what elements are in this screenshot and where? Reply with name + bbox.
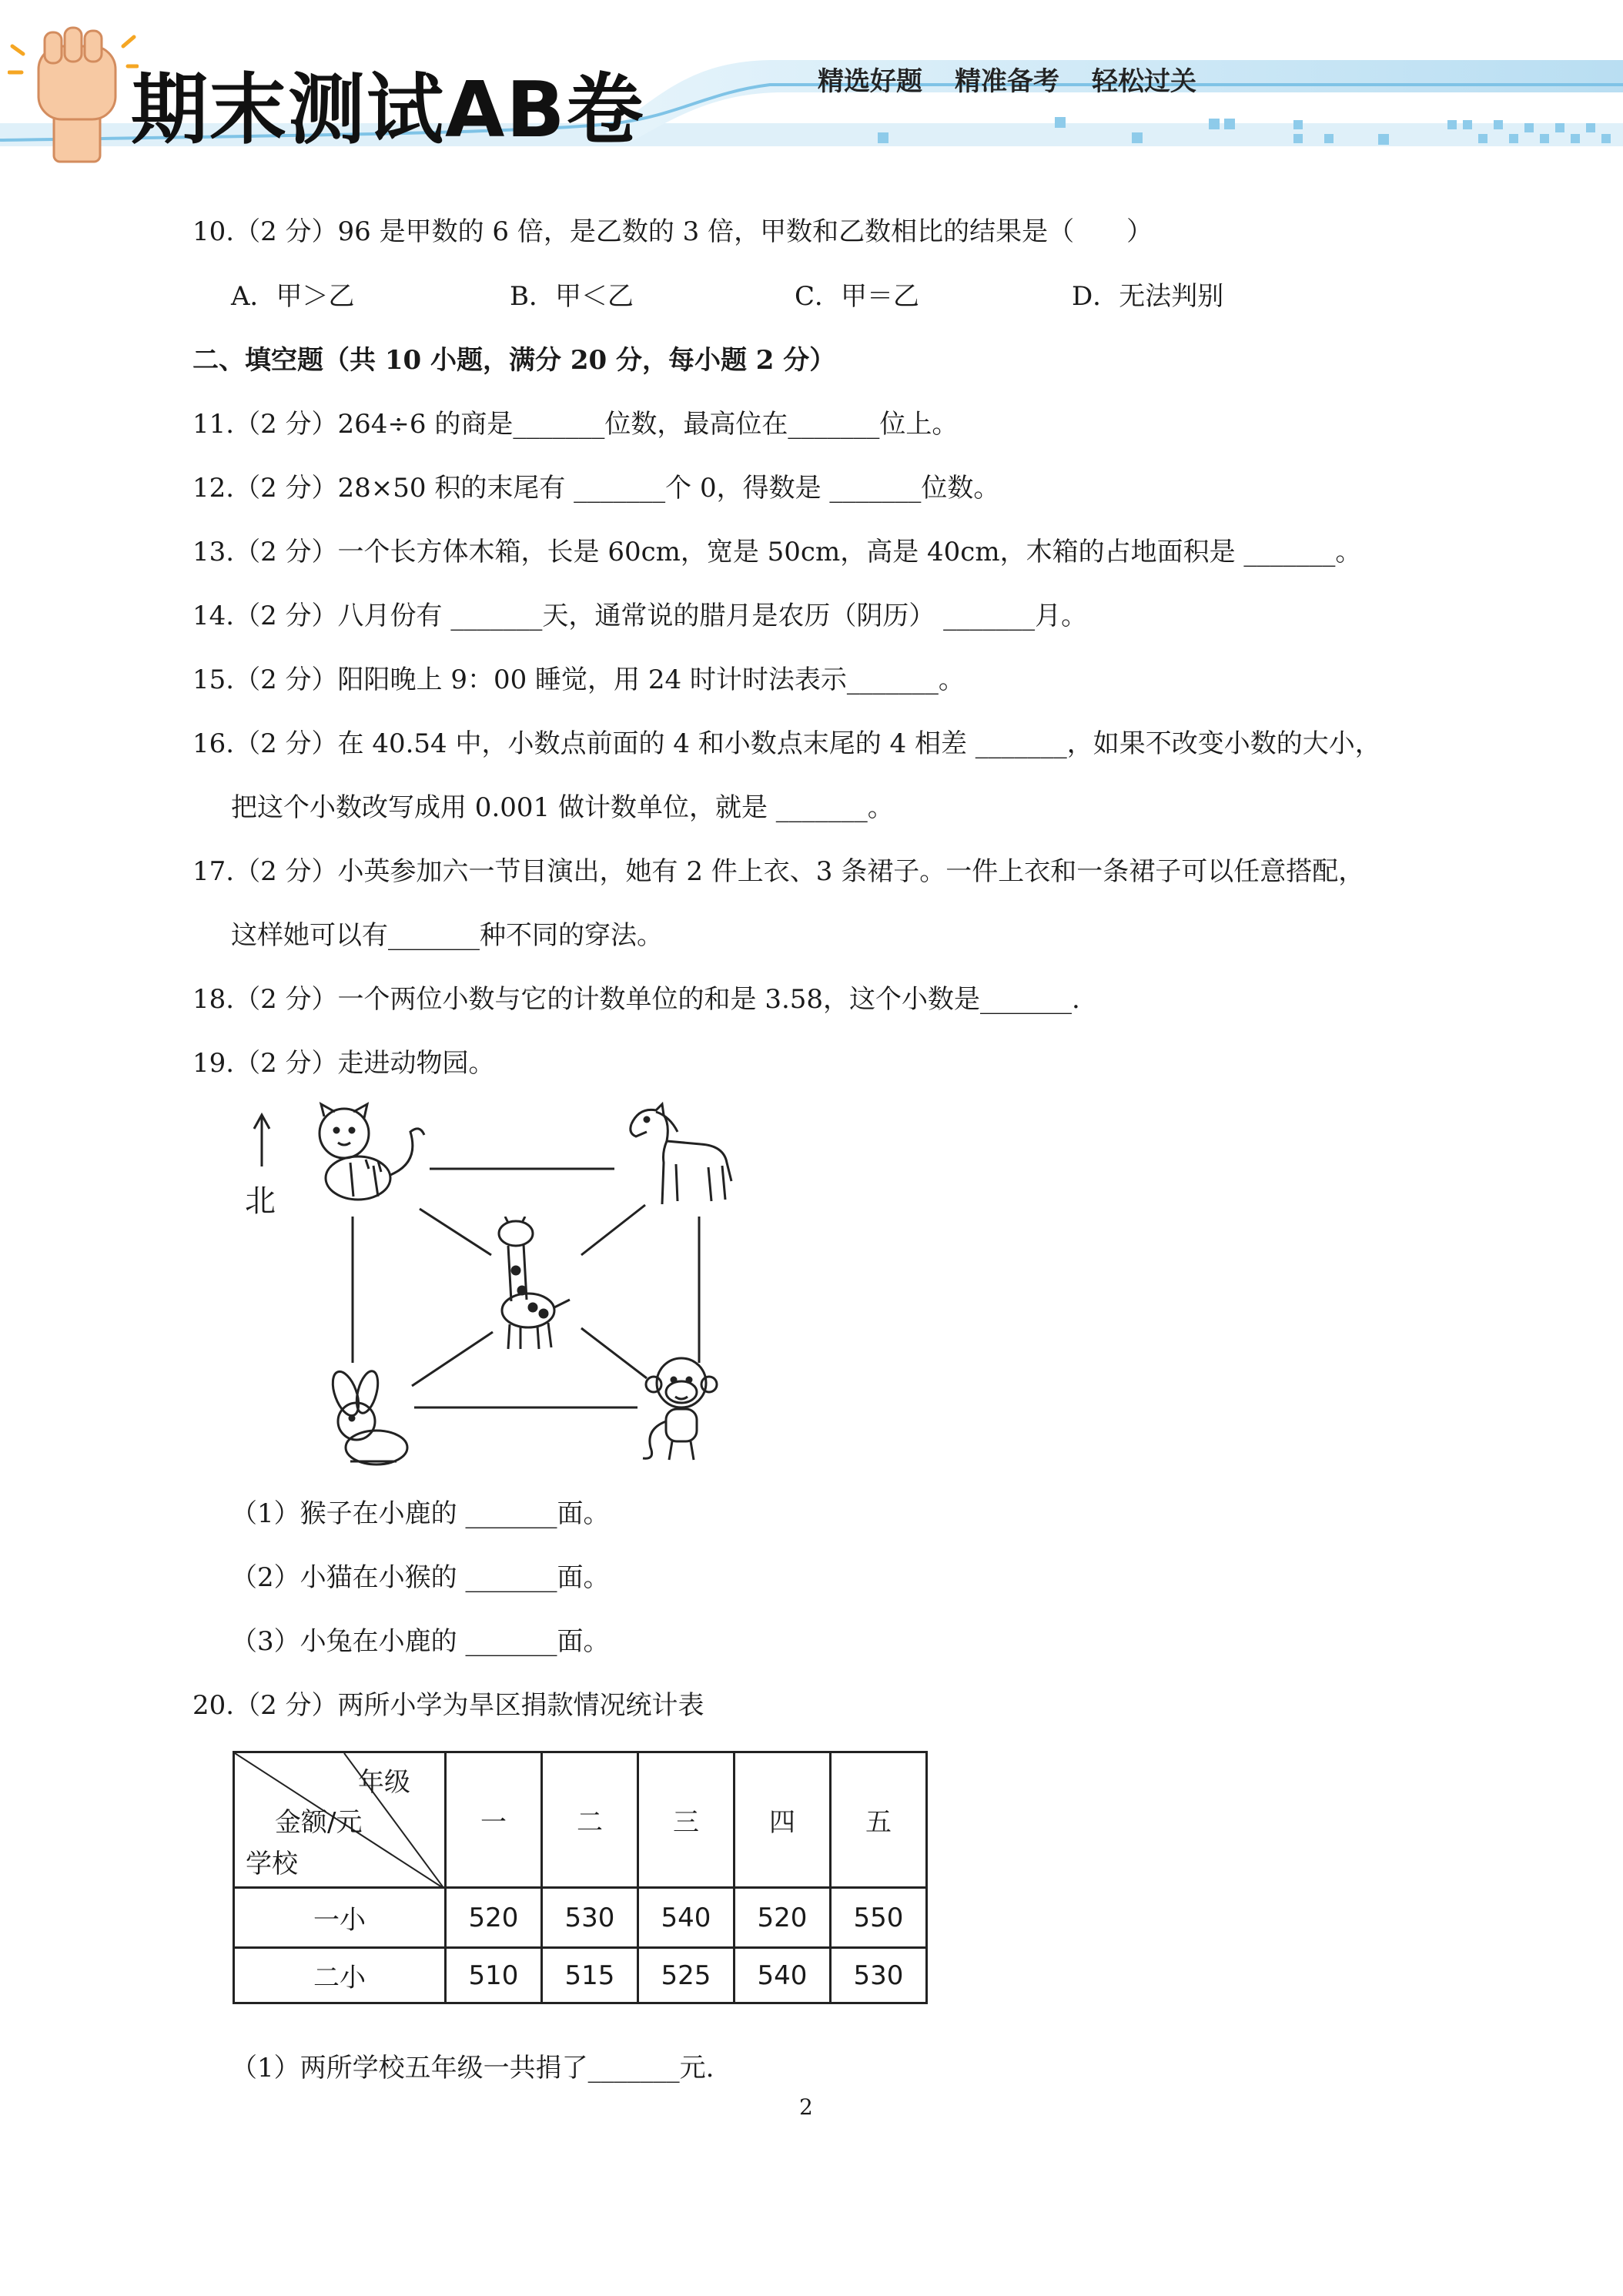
table-cell: 550 <box>831 1888 927 1948</box>
question-15: 15.（2 分）阳阳晚上 9：00 睡觉，用 24 时计时法表示_______。 <box>192 664 965 695</box>
option-d: D．无法判别 <box>1072 281 1224 312</box>
question-19-sub-1: （1）猴子在小鹿的 _______面。 <box>231 1498 610 1529</box>
fist-icon <box>8 23 139 185</box>
table-cell: 520 <box>735 1888 831 1948</box>
question-17-line-1: 17.（2 分）小英参加六一节目演出，她有 2 件上衣、3 条裙子。一件上衣和一条裙子可以任意搭配， <box>192 856 1365 887</box>
corner-label-grade: 年级 <box>358 1767 410 1798</box>
question-16-line-2: 把这个小数改写成用 0.001 做计数单位，就是 _______。 <box>231 792 894 823</box>
header-banner <box>0 0 1623 162</box>
page-number: 2 <box>799 2094 813 2120</box>
option-b: B．甲＜乙 <box>510 281 634 312</box>
table-cell: 520 <box>446 1888 542 1948</box>
header-slogan-1: 精选好题 <box>818 66 922 97</box>
table-cell: 530 <box>542 1888 638 1948</box>
donation-table <box>233 1751 928 2004</box>
table-row-label: 一小 <box>234 1888 446 1948</box>
table-row-label: 二小 <box>234 1948 446 2003</box>
table-cell: 525 <box>638 1948 735 2003</box>
question-19-sub-2: （2）小猫在小猴的 _______面。 <box>231 1562 610 1593</box>
zoo-map <box>231 1101 755 1471</box>
table-header-row <box>234 1752 927 1888</box>
table-cell: 510 <box>446 1948 542 2003</box>
north-label: 北 <box>245 1183 276 1219</box>
option-c: C．甲＝乙 <box>795 281 920 312</box>
question-20-stem: 20.（2 分）两所小学为旱区捐款情况统计表 <box>192 1690 704 1721</box>
table-row <box>234 1948 927 2003</box>
table-cell: 540 <box>638 1888 735 1948</box>
table-corner-cell <box>234 1752 446 1888</box>
question-18: 18.（2 分）一个两位小数与它的计数单位的和是 3.58，这个小数是_______. <box>192 984 1080 1015</box>
header-slogan-2: 精准备考 <box>955 66 1059 97</box>
question-19-stem: 19.（2 分）走进动物园。 <box>192 1048 495 1079</box>
corner-label-amount: 金额/元 <box>275 1807 363 1838</box>
option-a: A．甲＞乙 <box>231 281 355 312</box>
table-header-cell: 五 <box>831 1752 927 1888</box>
giraffe-icon <box>477 1217 577 1355</box>
monkey-icon <box>635 1352 735 1468</box>
question-16-line-1: 16.（2 分）在 40.54 中，小数点前面的 4 和小数点末尾的 4 相差 _______，如果不改变小数的大小， <box>192 728 1381 759</box>
cat-icon <box>304 1101 435 1209</box>
question-10-stem: 10.（2 分）96 是甲数的 6 倍，是乙数的 3 倍，甲数和乙数相比的结果是（ ） <box>192 216 1153 247</box>
corner-label-school: 学校 <box>246 1849 298 1879</box>
question-11: 11.（2 分）264÷6 的商是_______位数，最高位在_______位上。 <box>192 409 959 440</box>
question-14: 14.（2 分）八月份有 _______天，通常说的腊月是农历（阴历） _______月。 <box>192 601 1088 631</box>
table-header-cell: 三 <box>638 1752 735 1888</box>
table-header-cell: 一 <box>446 1752 542 1888</box>
header-slogan-3: 轻松过关 <box>1092 66 1196 97</box>
table-cell: 540 <box>735 1948 831 2003</box>
question-10-options <box>231 275 1386 312</box>
question-20-sub-1: （1）两所学校五年级一共捐了_______元. <box>231 2053 714 2083</box>
table-header-cell: 四 <box>735 1752 831 1888</box>
section-title: 二、填空题（共 10 小题，满分 20 分，每小题 2 分） <box>192 345 836 376</box>
question-17-line-2: 这样她可以有_______种不同的穿法。 <box>231 920 663 951</box>
question-13: 13.（2 分）一个长方体木箱，长是 60cm，宽是 50cm，高是 40cm，木箱的占地面积是 _______。 <box>192 537 1362 567</box>
table-row <box>234 1888 927 1948</box>
table-cell: 515 <box>542 1948 638 2003</box>
table-header-cell: 二 <box>542 1752 638 1888</box>
rabbit-icon <box>312 1367 420 1468</box>
horse-icon <box>616 1101 747 1217</box>
question-19-sub-3: （3）小兔在小鹿的 _______面。 <box>231 1626 610 1657</box>
table-cell: 530 <box>831 1948 927 2003</box>
question-12: 12.（2 分）28×50 积的末尾有 _______个 0，得数是 _______位数。 <box>192 473 1000 504</box>
header-title: 期末测试AB卷 <box>131 65 645 155</box>
